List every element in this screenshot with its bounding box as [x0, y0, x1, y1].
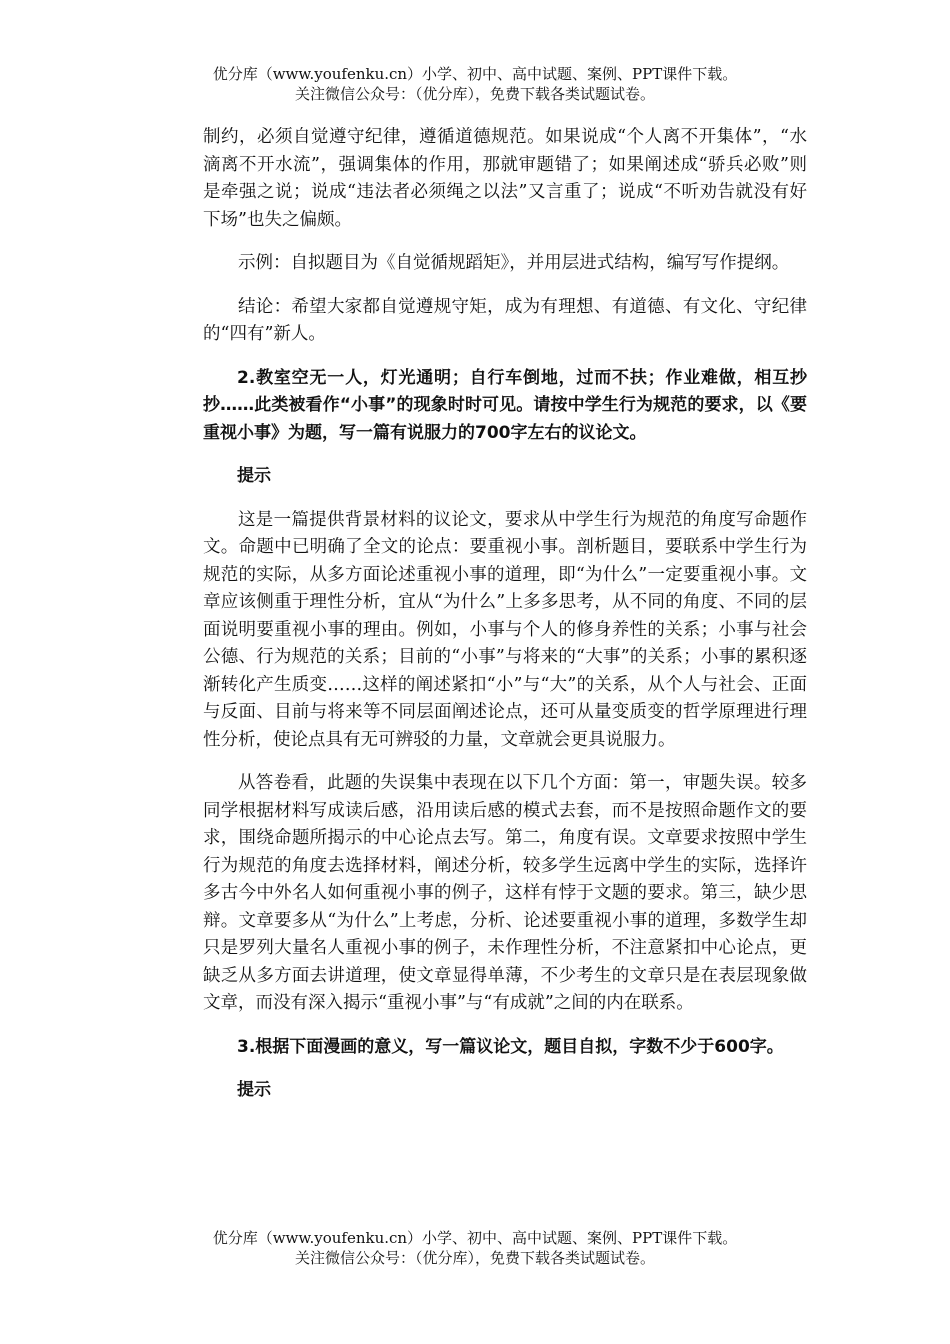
page-header [0, 64, 950, 104]
hint-heading-1: 提示 [237, 466, 271, 486]
paragraph-hint-analysis: 这是一篇提供背景材料的议论文，要求从中学生行为规范的角度写命题作文。命题中已明确了全文的论点：要重视小事。剖析题目，要联系中学生行为规范的实际，从多方面论述重视小事的道理，即“为什么”一定要重视小事。文章应该侧重于理性分析，宜从“为什么”上多多思考，从不同的角度、不同的层面说明要重视小事的理由。例如，小事与个人的修身养性的关系；小事与社会公德、行为规范的关系；目前的“小事”与将来的“大事”的关系；小事的累积逐渐转化产生质变……这样的阐述紧扣“小”与“大”的关系，从个人与社会、正面与反面、目前与将来等不同层面阐述论点，还可从量变质变的哲学原理进行理性分析，使论点具有无可辨驳的力量，文章就会更具说服力。 [203, 509, 807, 750]
document-body [203, 124, 807, 1121]
paragraph-continuation: 制约，必须自觉遵守纪律，遵循道德规范。如果说成“个人离不开集体”，“水滴离不开水流”，强调集体的作用，那就审题错了；如果阐述成“骄兵必败”则是牵强之说；说成“违法者必须绳之以法”又言重了；说成“不听劝告就没有好下场”也失之偏颇。 [203, 127, 807, 230]
hint-heading-2: 提示 [237, 1080, 271, 1100]
header-line-2: 关注微信公众号：（优分库），免费下载各类试题试卷。 [294, 85, 655, 103]
header-line-1: 优分库（www.youfenku.cn）小学、初中、高中试题、案例、PPT课件下载。 [212, 65, 738, 83]
question-3: 3.根据下面漫画的意义，写一篇议论文，题目自拟，字数不少于600字。 [237, 1036, 784, 1057]
footer-line-2: 关注微信公众号：（优分库），免费下载各类试题试卷。 [294, 1249, 655, 1267]
question-2: 2.教室空无一人，灯光通明；自行车倒地，过而不扶；作业难做，相互抄抄……此类被看作“小事”的现象时时可见。请按中学生行为规范的要求，以《要重视小事》为题，写一篇有说服力的700字左右的议论文。 [203, 367, 807, 443]
footer-line-1: 优分库（www.youfenku.cn）小学、初中、高中试题、案例、PPT课件下载。 [212, 1229, 738, 1247]
paragraph-example: 示例：自拟题目为《自觉循规蹈矩》，并用层进式结构，编写写作提纲。 [238, 253, 790, 273]
page-footer [0, 1228, 950, 1268]
paragraph-conclusion: 结论：希望大家都自觉遵规守矩，成为有理想、有道德、有文化、守纪律的“四有”新人。 [203, 296, 807, 344]
paragraph-answer-review: 从答卷看，此题的失误集中表现在以下几个方面：第一，审题失误。较多同学根据材料写成读后感，沿用读后感的模式去套，而不是按照命题作文的要求，围绕命题所揭示的中心论点去写。第二，角度有误。文章要求按照中学生行为规范的角度去选择材料，阐述分析，较多学生远离中学生的实际，选择许多古今中外名人如何重视小事的例子，这样有悖于文题的要求。第三，缺少思辩。文章要多从“为什么”上考虑，分析、论述要重视小事的道理，多数学生却只是罗列大量名人重视小事的例子，未作理性分析，不注意紧扣中心论点，更缺乏从多方面去讲道理，使文章显得单薄，不少考生的文章只是在表层现象做文章，而没有深入揭示“重视小事”与“有成就”之间的内在联系。 [203, 773, 807, 1013]
